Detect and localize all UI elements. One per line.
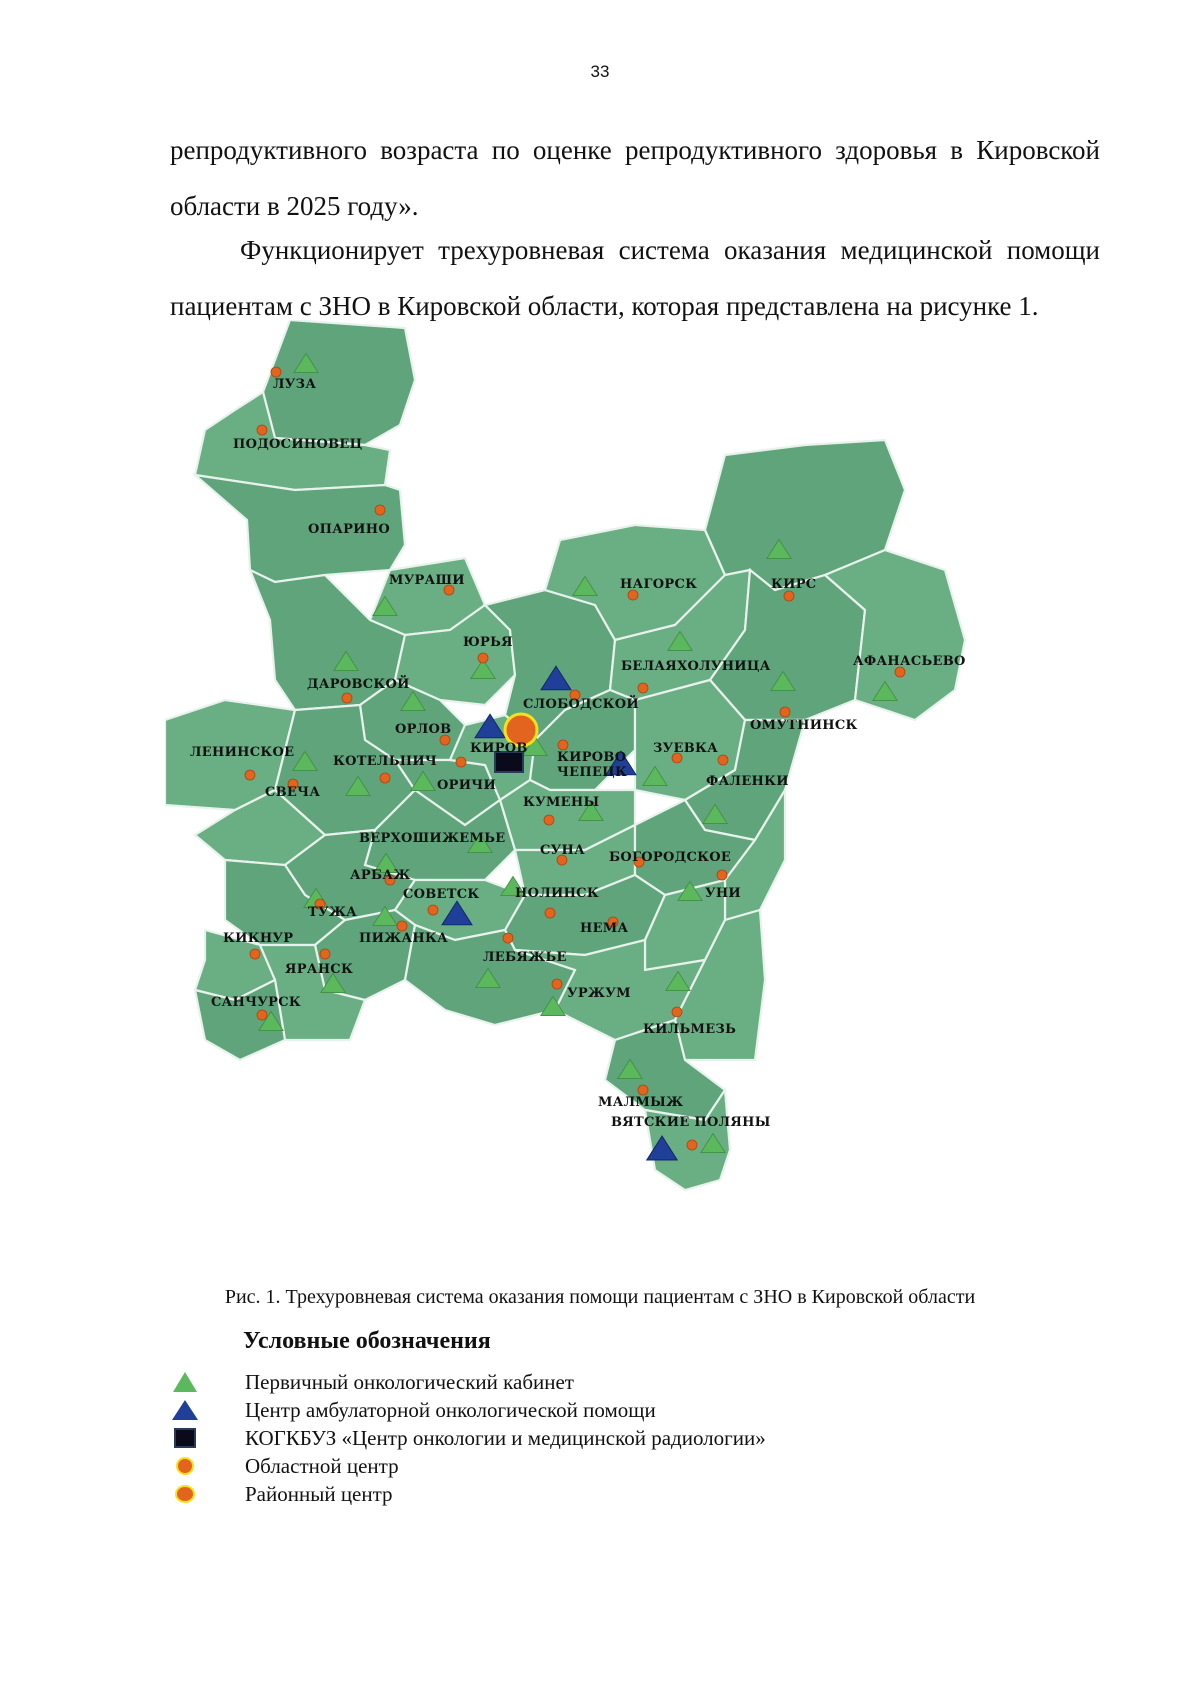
label-sanchursk: САНЧУРСК [211,995,301,1010]
legend-label: Первичный онкологический кабинет [245,1370,574,1394]
label-falenki: ФАЛЕНКИ [706,774,789,789]
district-center-dot [552,979,562,989]
label-urzhum: УРЖУМ [567,986,631,1001]
label-omutninsk: ОМУТНИНСК [750,718,858,733]
legend-item-regional-center [170,1452,970,1480]
label-vyatskie-polyany: ВЯТСКИЕ ПОЛЯНЫ [611,1115,771,1130]
label-luza: ЛУЗА [273,377,317,392]
district-center-dot [780,707,790,717]
district-center-dot [638,1085,648,1095]
district-center-dot [342,693,352,703]
orange-circle-icon [170,1454,200,1478]
label-bogorodskoe: БОГОРОДСКОЕ [609,850,732,865]
label-darovskoy: ДАРОВСКОЙ [307,677,410,692]
district-center-dot [784,591,794,601]
label-oparino: ОПАРИНО [308,522,390,537]
figure-caption: Рис. 1. Трехуровневая система оказания помощи пациентам с ЗНО в Кировской области [224,1286,976,1308]
legend-label: Областной центр [245,1454,399,1478]
district-center-dot [558,740,568,750]
district-center-dot [478,653,488,663]
label-leninskoe: ЛЕНИНСКОЕ [190,745,295,760]
kirov-oblast-map [165,320,1065,1250]
label-yurya: ЮРЬЯ [463,635,513,650]
district-center-dot [428,905,438,915]
label-chepetsk: ЧЕПЕЦК [557,765,628,780]
legend-item-oncology-center [170,1424,970,1452]
legend-item-district-center [170,1480,970,1508]
district-center-dot [687,1140,697,1150]
label-slobodskoy: СЛОБОДСКОЙ [523,697,639,712]
label-pizhanka: ПИЖАНКА [359,931,448,946]
label-kirs: КИРС [771,577,817,592]
district-center-dot [456,757,466,767]
legend-item-primary-cabinet [170,1368,970,1396]
district-center-dot [257,1010,267,1020]
label-kotelnich: КОТЕЛЬНИЧ [333,754,438,769]
paragraph-2: Функционирует трехуровневая система оказания медицинской помощи пациентам с ЗНО в Кировской области, которая представлена на рисунке 1. [170,235,1100,321]
label-podosinovets: ПОДОСИНОВЕЦ [233,437,363,452]
label-afanasyevo: АФАНАСЬЕВО [853,654,966,669]
legend-item-ambulatory-center [170,1396,970,1424]
label-nolinsk: НОЛИНСК [515,886,599,901]
district-center-dot [320,949,330,959]
label-belaya-kholunitsa: БЕЛАЯХОЛУНИЦА [621,659,771,674]
district-center-dot [544,815,554,825]
paragraph-1: репродуктивного возраста по оценке репродуктивного здоровья в Кировской области в 2025 году». [170,135,1100,221]
label-arbazh: АРБАЖ [350,868,411,883]
district-center-dot [718,755,728,765]
label-kumeny: КУМЕНЫ [523,795,600,810]
legend-label: КОГКБУЗ «Центр онкологии и медицинской радиологии» [245,1426,766,1450]
label-murashi: МУРАШИ [389,573,465,588]
district-center-dot [245,770,255,780]
district-center-dot [250,949,260,959]
label-nagorsk: НАГОРСК [620,577,698,592]
label-orlov: ОРЛОВ [395,722,452,737]
district-center-dot [375,505,385,515]
district-center-dot [380,773,390,783]
district-center-dot [503,933,513,943]
label-malmyzh: МАЛМЫЖ [598,1095,684,1110]
label-suna: СУНА [540,843,585,858]
label-verkhoshizhemye: ВЕРХОШИЖЕМЬЕ [359,831,506,846]
label-lebyazhye: ЛЕБЯЖЬЕ [483,950,567,965]
label-uni: УНИ [705,886,742,901]
page-number: 33 [590,62,610,81]
label-nema: НЕМА [580,921,629,936]
blue-triangle-icon [170,1398,200,1422]
legend-title: Условные обозначения [243,1328,491,1354]
district-center-dot [672,1007,682,1017]
legend-label: Районный центр [245,1482,393,1506]
label-kirovo: КИРОВО [557,750,627,765]
label-kilmez: КИЛЬМЕЗЬ [643,1022,737,1037]
district-center-dot [397,921,407,931]
legend-label: Центр амбулаторной онкологической помощи [245,1398,656,1422]
label-zuevka: ЗУЕВКА [653,741,719,756]
label-orichi: ОРИЧИ [437,778,497,793]
orange-dot-icon [170,1482,200,1506]
district-center-dot [638,683,648,693]
district-center-dot [717,870,727,880]
label-tuzha: ТУЖА [308,905,358,920]
label-kirov: КИРОВ [470,741,528,756]
green-triangle-icon [170,1370,200,1394]
label-kiknur: КИКНУР [223,931,294,946]
district-center-dot [271,367,281,377]
black-square-icon [170,1426,200,1450]
label-yaransk: ЯРАНСК [285,962,354,977]
label-svecha: СВЕЧА [265,785,321,800]
label-sovetsk: СОВЕТСК [403,887,480,902]
district-center-dot [257,425,267,435]
district-center-dot [545,908,555,918]
